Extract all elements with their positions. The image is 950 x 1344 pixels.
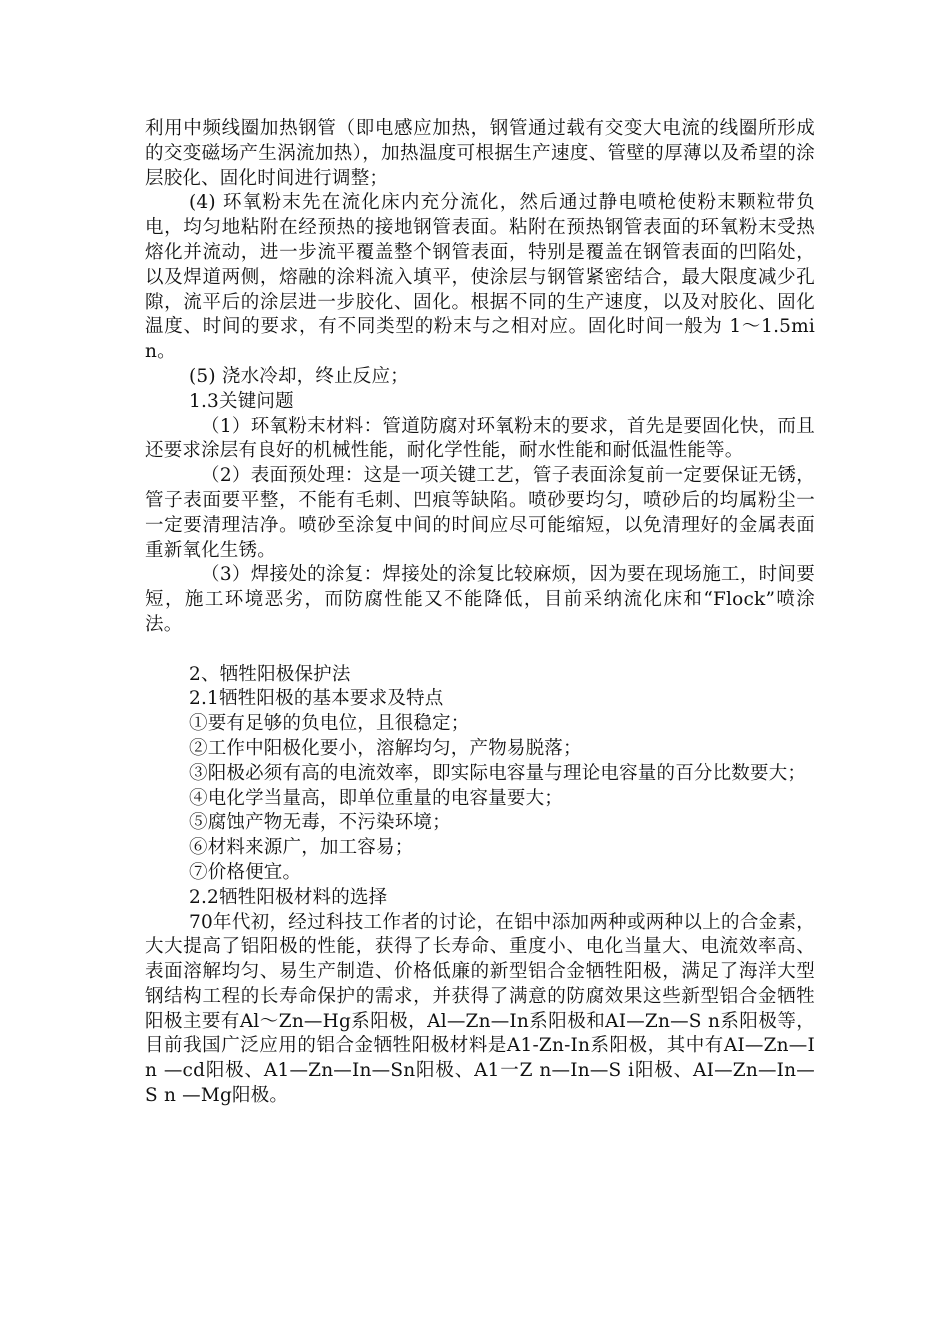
heading-2-1: 2.1牺牲阳极的基本要求及特点 <box>189 688 444 710</box>
document-body <box>145 117 815 1109</box>
list-item-4: ④电化学当量高，即单位重量的电容量要大； <box>189 787 564 809</box>
list-item-2: ②工作中阳极化要小，溶解均匀，产物易脱落； <box>189 737 582 759</box>
paragraph-key-issue-1: （1）环氧粉末材料：管道防腐对环氧粉末的要求，首先是要固化快，而且还要求涂层有良好的机械性能，耐化学性能，耐水性能和耐低温性能等。 <box>145 415 815 462</box>
list-item-3: ③阳极必须有高的电流效率，即实际电容量与理论电容量的百分比数要大； <box>189 762 807 784</box>
paragraph-step-5: (5) 浇水冷却，终止反应； <box>189 365 409 387</box>
paragraph-key-issue-2: （2）表面预处理：这是一项关键工艺，管子表面涂复前一定要保证无锈，管子表面要平整，不能有毛刺、凹痕等缺陷。喷砂要均匀，喷砂后的均属粉尘一一定要清理洁净。喷砂至涂复中间的时间应尽可能缩短，以免清理好的金属表面重新氧化生锈。 <box>145 465 815 561</box>
paragraph-anode-materials: 70年代初，经过科技工作者的讨论，在铝中添加两种或两种以上的合金素， 大大提高了铝阳极的性能，获得了长寿命、重度小、电化当量大、电流效率高、表面溶解均匀、易生产制造、价格低廉的新型铝合金牺牲阳极，满足了海洋大型钢结构工程的长寿命保护的需求，并获得了满意的防腐效果这些新型铝合金牺牲 阳极主要有Al～Zn—Hg系阳极，Al—Zn—In系阳极和AI—Zn—S n系阳极等，目前我国广泛应用的铝合金牺牲阳极材料是A1-Zn-In系阳极，其中有AI—Zn—I n —cd阳极、A1—Zn—In—Sn阳极、A1一Z n—In—S i阳极、AI—Zn—In—S n —Mg阳极。 <box>145 911 815 1107</box>
paragraph-step-4: (4) 环氧粉末先在流化床内充分流化，然后通过静电喷枪使粉末颗粒带负电，均匀地粘附在经预热的接地钢管表面。粘附在预热钢管表面的环氧粉末受热熔化并流动，进一步流平覆盖整个钢管表面，特别是覆盖在钢管表面的凹陷处，以及焊道两侧，熔融的涂料流入填平，使涂层与钢管紧密结合，最大限度减少孔隙，流平后的涂层进一步胶化、固化。根据不同的生产速度，以及对胶化、固化温度、时间的要求，有不同类型的粉末与之相对应。固化时间一般为 1～1.5min。 <box>145 192 815 363</box>
list-item-7: ⑦价格便宜。 <box>189 861 302 883</box>
blank-line <box>145 638 815 663</box>
list-item-6: ⑥材料来源广，加工容易； <box>189 837 414 859</box>
heading-1-3: 1.3关键问题 <box>189 390 294 412</box>
heading-2-2: 2.2牺牲阳极材料的选择 <box>189 886 388 908</box>
heading-2: 2、牺牲阳极保护法 <box>189 663 351 685</box>
list-item-1: ①要有足够的负电位，且很稳定； <box>189 713 470 735</box>
list-item-5: ⑤腐蚀产物无毒，不污染环境； <box>189 812 451 834</box>
paragraph-key-issue-3: （3）焊接处的涂复：焊接处的涂复比较麻烦，因为要在现场施工，时间要短，施工环境恶劣，而防腐性能又不能降低，目前采纳流化床和“Flock”喷涂法。 <box>145 564 815 635</box>
paragraph-heating-continued: 利用中频线圈加热钢管（即电感应加热，钢管通过载有交变大电流的线圈所形成的交变磁场产生涡流加热），加热温度可根据生产速度、管壁的厚薄以及希望的涂层胶化、固化时间进行调整； <box>145 118 815 189</box>
